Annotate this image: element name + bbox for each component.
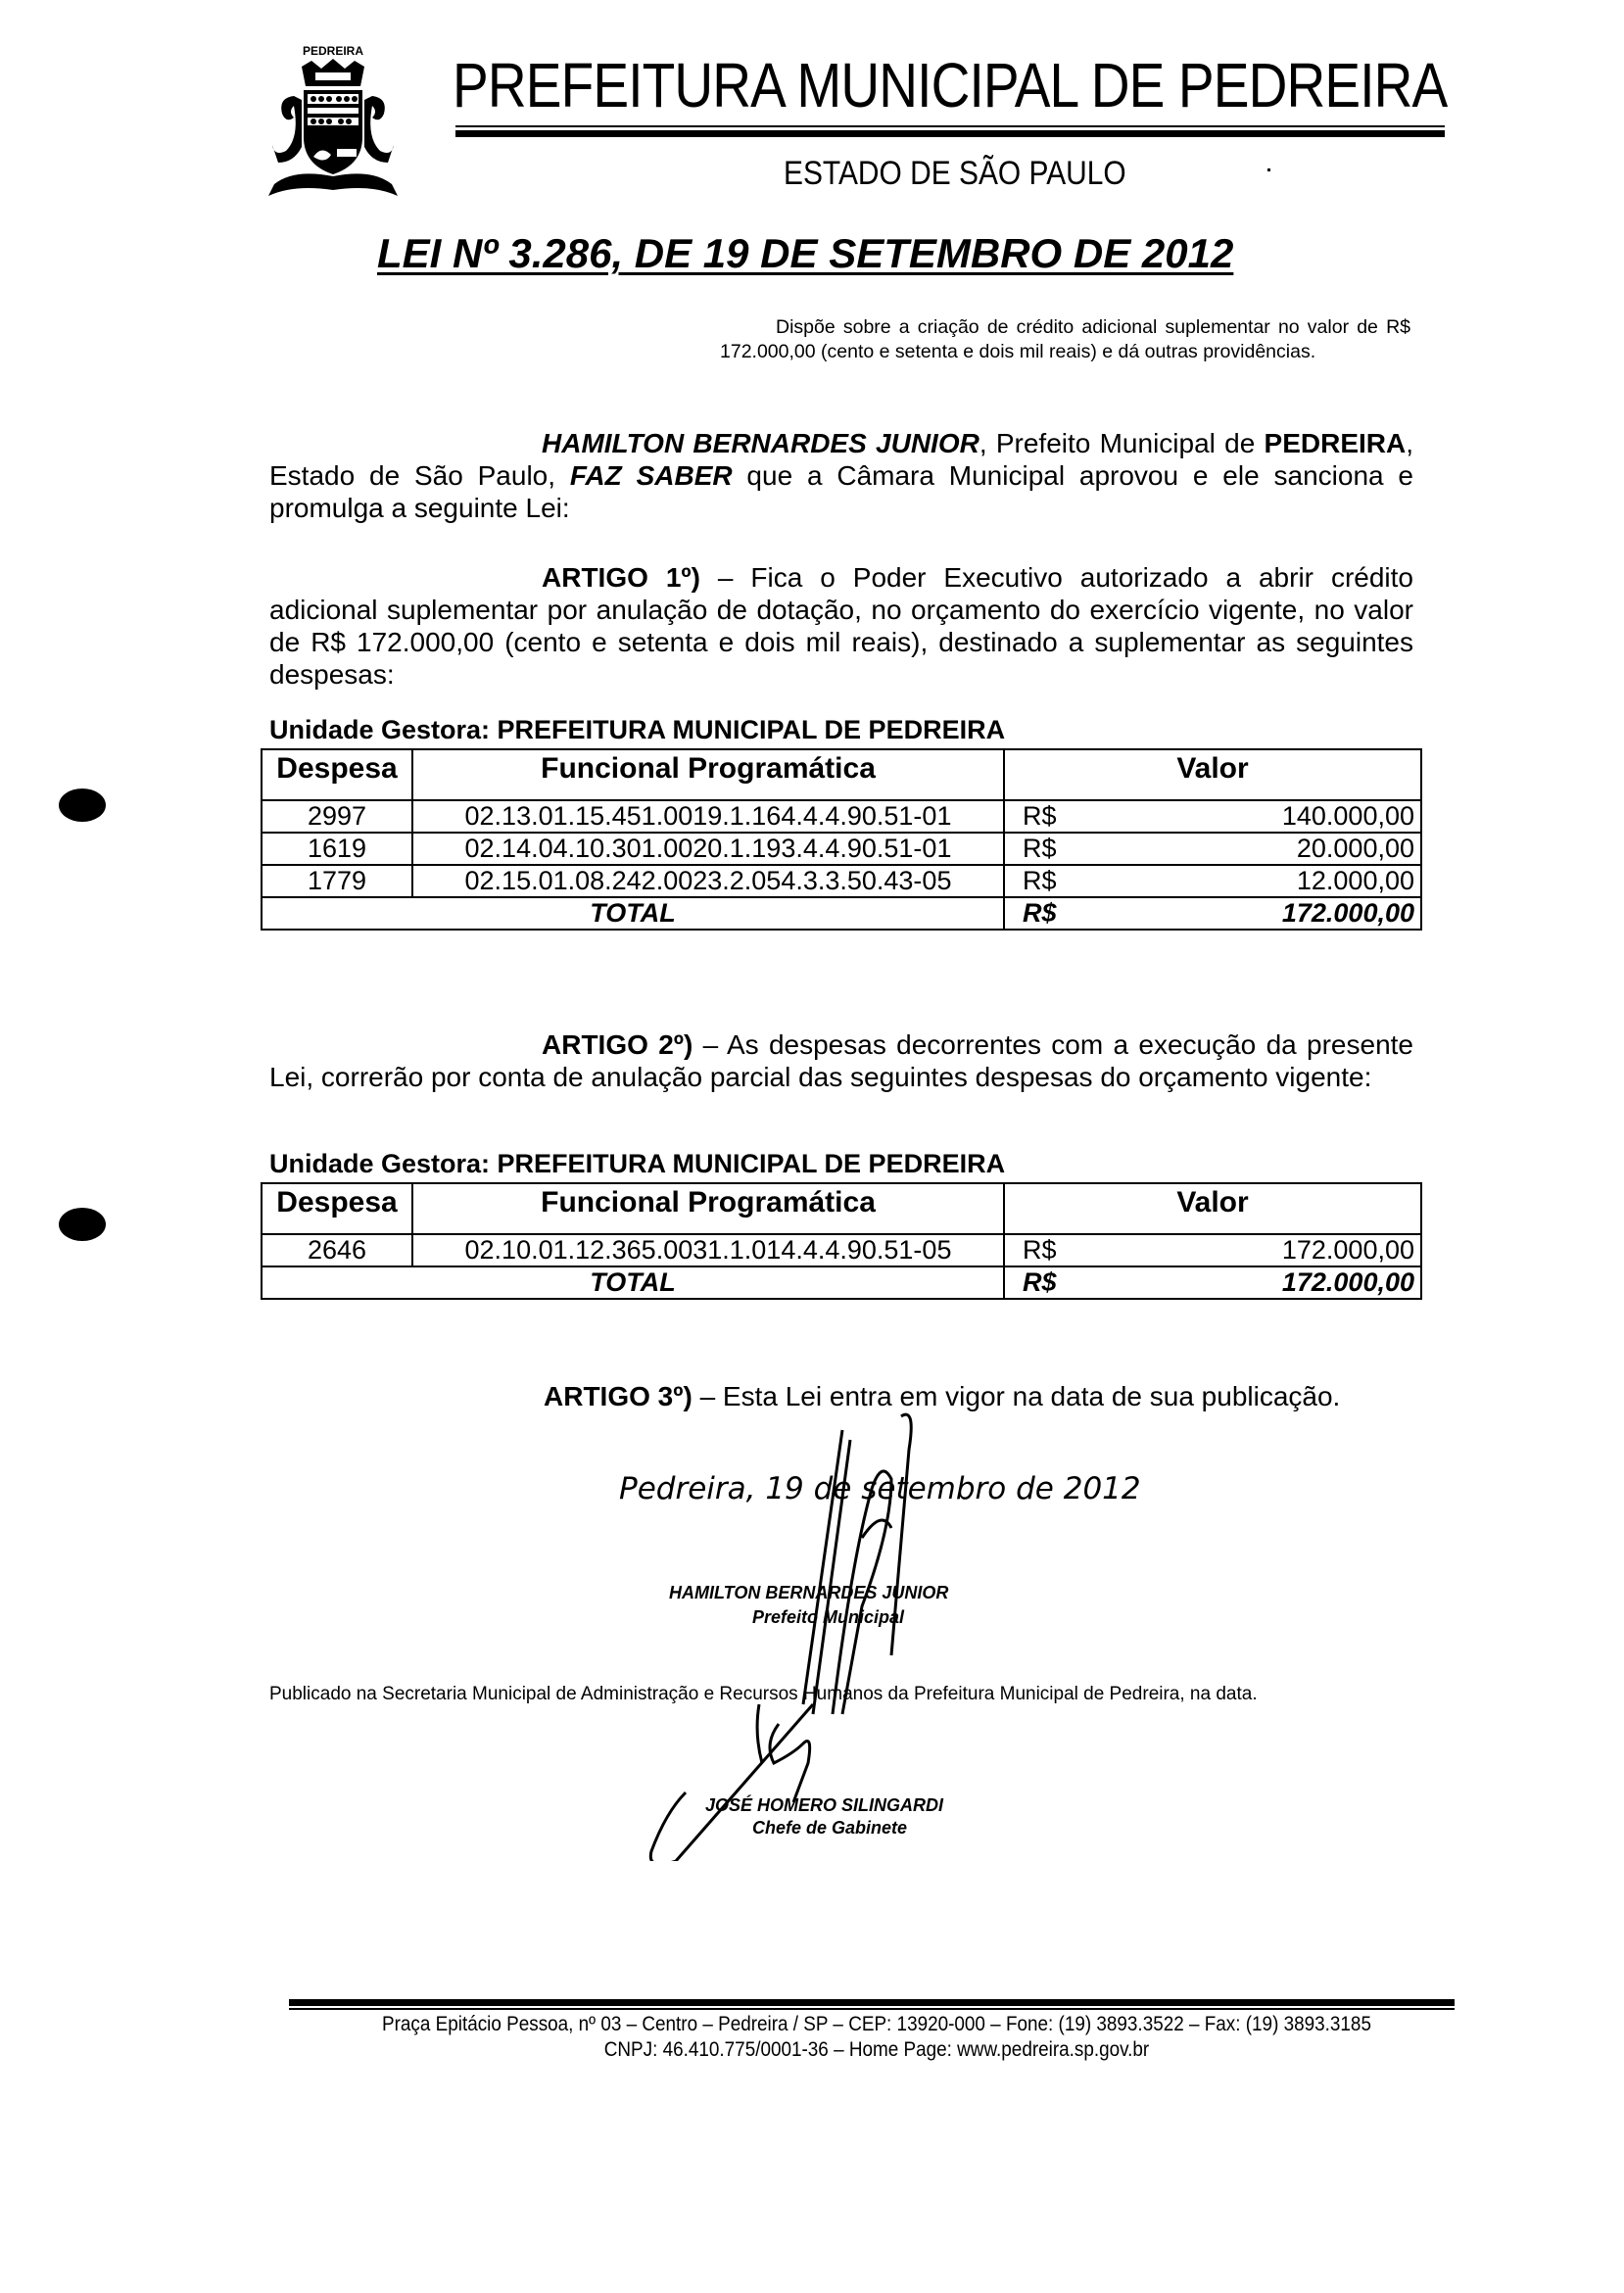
scan-speck	[1267, 168, 1270, 171]
preamble-text-2: , Estado de São Paulo,	[269, 428, 1414, 491]
cell-despesa: 1619	[262, 833, 412, 865]
header-title: PREFEITURA MUNICIPAL DE PEDREIRA	[453, 50, 1448, 120]
law-ementa: Dispõe sobre a criação de crédito adicional suplementar no valor de R$ 172.000,00 (cento e setenta e dois mil reais) e dá outras providências.	[720, 316, 1410, 362]
signer-1-name: HAMILTON BERNARDES JUNIOR	[669, 1583, 949, 1602]
header-valor: Valor	[1004, 1183, 1421, 1234]
footer-rule-thin	[289, 2008, 1455, 2010]
header-subtitle: ESTADO DE SÃO PAULO	[784, 155, 1126, 192]
total-value: 172.000,00	[1097, 897, 1421, 930]
artigo-1-label: ARTIGO 1º)	[542, 562, 700, 593]
preamble-paragraph	[269, 427, 1413, 524]
cell-currency: R$	[1004, 800, 1097, 833]
artigo-2-label: ARTIGO 2º)	[542, 1029, 693, 1060]
table-row	[262, 833, 1421, 865]
artigo-1-unit-label: Unidade Gestora: PREFEITURA MUNICIPAL DE PEDREIRA	[269, 715, 1006, 744]
footer-address: Praça Epitácio Pessoa, nº 03 – Centro – Pedreira / SP – CEP: 13920-000 – Fone: (19) 3893.3522 – Fax: (19) 3893.3185	[382, 2013, 1371, 2035]
punch-hole-bottom	[59, 1208, 106, 1241]
cell-funcional: 02.13.01.15.451.0019.1.164.4.4.90.51-01	[412, 800, 1004, 833]
footer-cnpj: CNPJ: 46.410.775/0001-36 – Home Page: www.pedreira.sp.gov.br	[603, 2038, 1150, 2061]
coat-of-arms-icon	[264, 39, 402, 196]
punch-hole-top	[59, 788, 106, 822]
date-line: Pedreira, 19 de setembro de 2012	[619, 1471, 1141, 1506]
total-value: 172.000,00	[1097, 1266, 1421, 1299]
table-total-row	[262, 1266, 1421, 1299]
law-title: LEI Nº 3.286, DE 19 DE SETEMBRO DE 2012	[377, 230, 1234, 276]
cell-funcional: 02.15.01.08.242.0023.2.054.3.3.50.43-05	[412, 865, 1004, 897]
signer-2-name: JOSÉ HOMERO SILINGARDI	[705, 1795, 944, 1815]
cell-valor: 20.000,00	[1097, 833, 1421, 865]
city-name: PEDREIRA	[1264, 428, 1407, 458]
preamble-text-3: que a Câmara Municipal aprovou e ele sanciona e promulga a seguinte Lei:	[269, 460, 1413, 523]
mayor-name: HAMILTON BERNARDES JUNIOR	[542, 428, 979, 458]
header-despesa: Despesa	[262, 749, 412, 800]
table-header-row	[262, 1183, 1421, 1234]
header-valor: Valor	[1004, 749, 1421, 800]
cell-valor: 172.000,00	[1097, 1234, 1421, 1266]
total-label: TOTAL	[262, 1266, 1004, 1299]
artigo-2-unit-label: Unidade Gestora: PREFEITURA MUNICIPAL DE PEDREIRA	[269, 1149, 1006, 1178]
header-funcional: Funcional Programática	[412, 749, 1004, 800]
cell-despesa: 2646	[262, 1234, 412, 1266]
table-header-row	[262, 749, 1421, 800]
cell-valor: 140.000,00	[1097, 800, 1421, 833]
cell-valor: 12.000,00	[1097, 865, 1421, 897]
annulment-table	[261, 1182, 1422, 1300]
cell-funcional: 02.14.04.10.301.0020.1.193.4.4.90.51-01	[412, 833, 1004, 865]
artigo-2-paragraph	[269, 1028, 1413, 1093]
total-currency: R$	[1004, 1266, 1097, 1299]
crest-label: PEDREIRA	[302, 44, 364, 58]
artigo-3-paragraph	[544, 1381, 1340, 1412]
artigo-1-paragraph	[269, 561, 1413, 691]
signer-1-role: Prefeito Municipal	[752, 1607, 905, 1627]
cell-despesa: 1779	[262, 865, 412, 897]
table-row	[262, 800, 1421, 833]
cell-despesa: 2997	[262, 800, 412, 833]
artigo-3-text: – Esta Lei entra em vigor na data de sua publicação.	[692, 1381, 1341, 1411]
signer-2-role: Chefe de Gabinete	[752, 1818, 908, 1838]
cell-currency: R$	[1004, 833, 1097, 865]
mayor-signature-icon	[744, 1410, 979, 1724]
table-row	[262, 1234, 1421, 1266]
artigo-3-label: ARTIGO 3º)	[544, 1381, 693, 1411]
artigo-2-text: – As despesas decorrentes com a execução da presente Lei, correrão por conta de anulação parcial das seguintes despesas do orçamento vigente:	[269, 1029, 1413, 1092]
header-funcional: Funcional Programática	[412, 1183, 1004, 1234]
cell-currency: R$	[1004, 865, 1097, 897]
faz-saber: FAZ SABER	[569, 460, 733, 491]
table-total-row	[262, 897, 1421, 930]
supplement-table	[261, 748, 1422, 931]
header-rule-thick	[455, 130, 1445, 137]
preamble-text-1: , Prefeito Municipal de	[979, 428, 1265, 458]
header-despesa: Despesa	[262, 1183, 412, 1234]
publication-note: Publicado na Secretaria Municipal de Administração e Recursos Humanos da Prefeitura Municipal de Pedreira, na data.	[269, 1684, 1258, 1704]
header-rule-thin	[455, 125, 1445, 127]
artigo-1-text: – Fica o Poder Executivo autorizado a abrir crédito adicional suplementar por anulação de dotação, no orçamento do exercício vigente, no valor de R$ 172.000,00 (cento e setenta e dois mil reais), destinado a suplementar as seguintes despesas:	[269, 562, 1413, 690]
cell-currency: R$	[1004, 1234, 1097, 1266]
footer-rule-thick	[289, 1999, 1455, 2006]
total-label: TOTAL	[262, 897, 1004, 930]
cell-funcional: 02.10.01.12.365.0031.1.014.4.4.90.51-05	[412, 1234, 1004, 1266]
table-row	[262, 865, 1421, 897]
total-currency: R$	[1004, 897, 1097, 930]
